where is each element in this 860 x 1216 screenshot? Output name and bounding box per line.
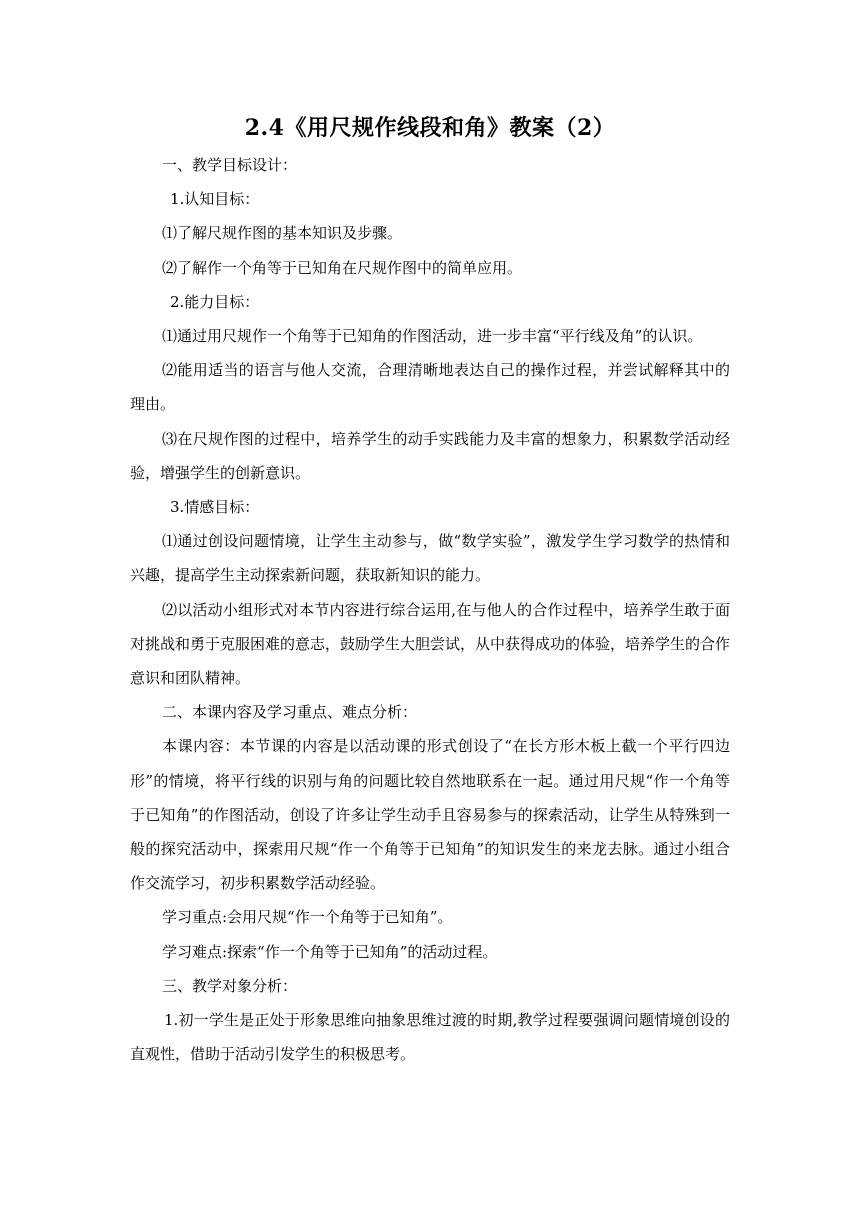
section-heading-content: 二、本课内容及学习重点、难点分析：: [162, 703, 418, 722]
list-item: 1.初一学生是正处于形象思维向抽象思维过渡的时期,教学过程要强调问题情境创设的直观性，借助于活动引发学生的积极思考。: [130, 1011, 730, 1064]
list-item: ⑵了解作一个角等于已知角在尺规作图中的简单应用。: [162, 258, 523, 277]
document-page: [130, 110, 730, 1071]
list-item: ⑵以活动小组形式对本节内容进行综合运用,在与他人的合作过程中，培养学生敢于面对挑战和勇于克服困难的意志，鼓励学生大胆尝试，从中获得成功的体验，培养学生的合作意识和团队精神。: [130, 600, 731, 688]
subheading-cognitive: 1.认知目标：: [170, 190, 260, 209]
difficult-point: 学习难点:探索“作一个角等于已知角”的活动过程。: [162, 942, 498, 961]
body-paragraph: 本课内容：本节课的内容是以活动课的形式创设了“在长方形木板上截一个平行四边形”的情境，将平行线的识别与角的问题比较自然地联系在一起。通过用尺规“作一个角等于已知角”的作图活动，创设了许多让学生动手且容易参与的探索活动，让学生从特殊到一般的探究活动中，探索用尺规“作一个角等于已知角”的知识发生的来龙去脉。通过小组合作交流学习，初步积累数学活动经验。: [130, 737, 730, 893]
subheading-emotional: 3.情感目标：: [170, 498, 260, 517]
list-item: ⑴通过用尺规作一个角等于已知角的作图活动，进一步丰富“平行线及角”的认识。: [162, 327, 703, 346]
list-item: ⑴通过创设问题情境，让学生主动参与，做“数学实验”，激发学生学习数学的热情和兴趣，提高学生主动探索新问题，获取新知识的能力。: [130, 532, 730, 585]
section-heading-objectives: 一、教学目标设计：: [162, 156, 298, 174]
list-item: ⑵能用适当的语言与他人交流，合理清晰地表达自己的操作过程，并尝试解释其中的理由。: [130, 361, 730, 414]
section-heading-audience: 三、教学对象分析：: [162, 976, 298, 995]
list-item: ⑴了解尺规作图的基本知识及步骤。: [162, 224, 403, 243]
document-title: 2.4《用尺规作线段和角》教案（2）: [244, 115, 616, 141]
list-item: ⑶在尺规作图的过程中，培养学生的动手实践能力及丰富的想象力，积累数学活动经验，增强学生的创新意识。: [130, 429, 730, 482]
key-point: 学习重点:会用尺规“作一个角等于已知角”。: [162, 908, 453, 927]
subheading-ability: 2.能力目标：: [170, 292, 260, 311]
